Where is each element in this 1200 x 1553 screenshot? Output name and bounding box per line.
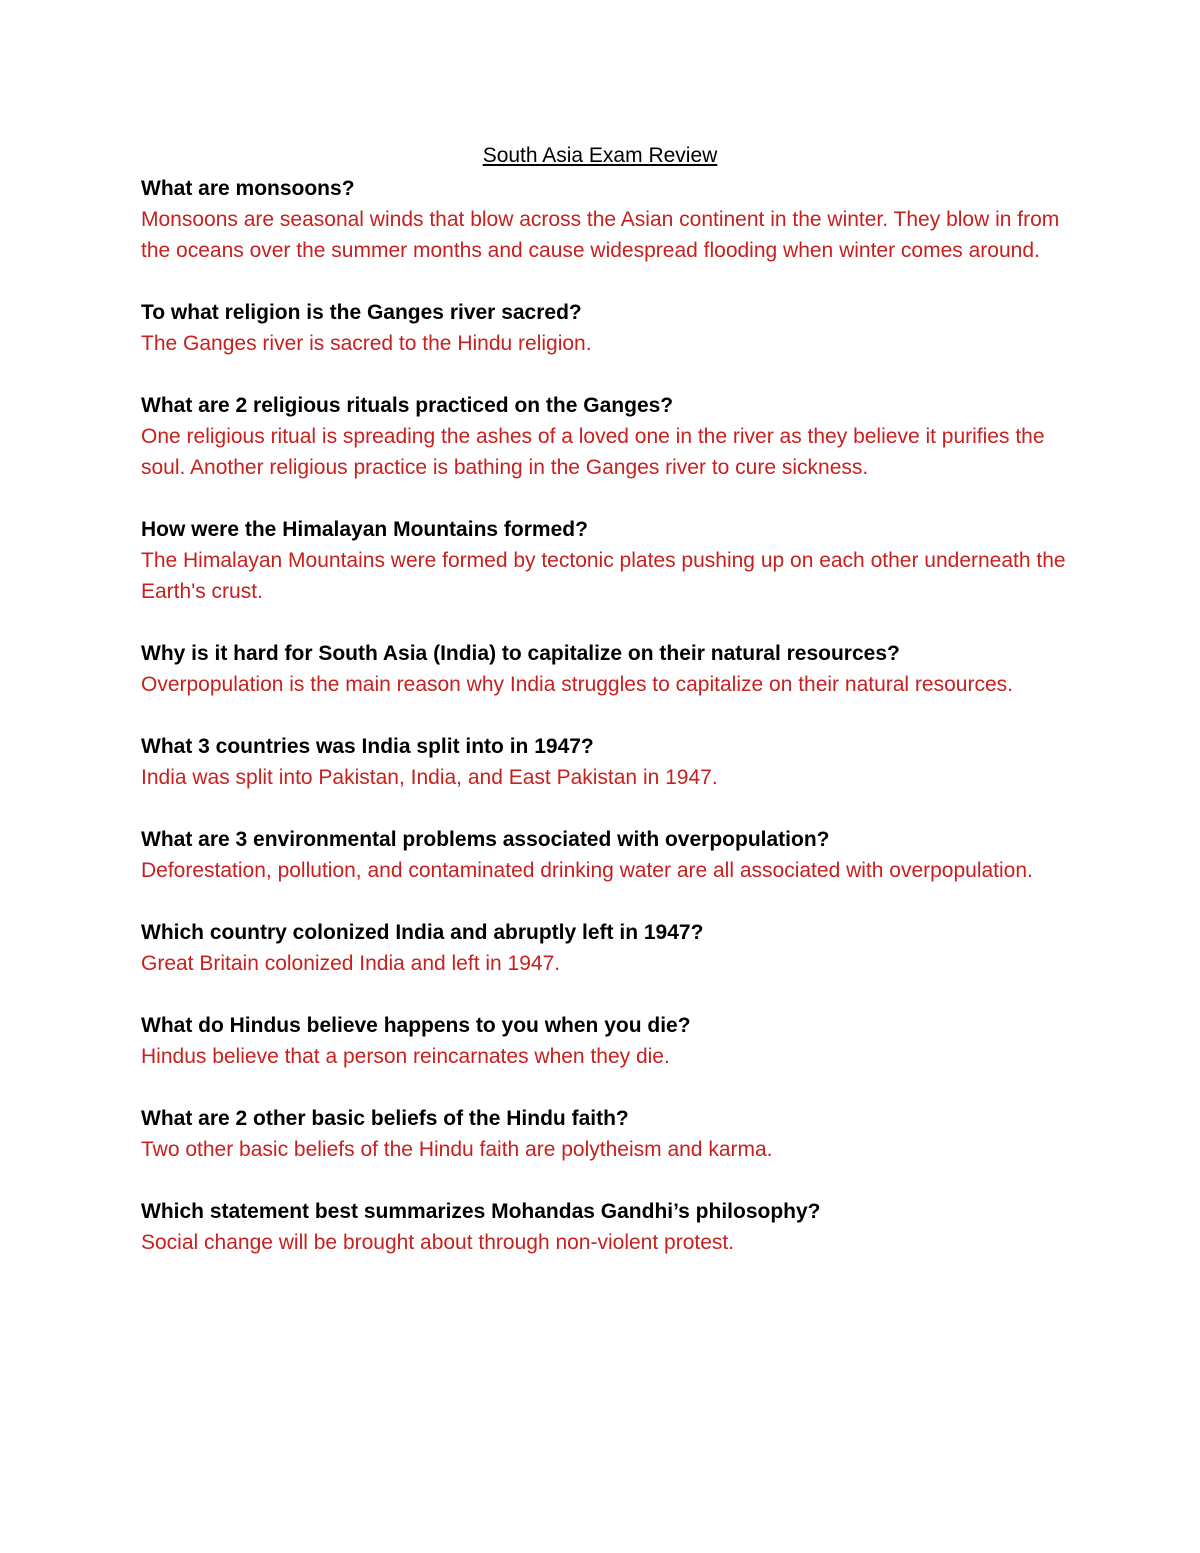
document-title: South Asia Exam Review (482, 144, 718, 167)
question-text: Why is it hard for South Asia (India) to capitalize on their natural resources? (141, 642, 900, 665)
question-text: Which country colonized India and abruptly left in 1947? (141, 921, 704, 944)
question-text: How were the Himalayan Mountains formed? (141, 518, 588, 541)
question-text: What are 2 religious rituals practiced on the Ganges? (141, 394, 674, 417)
question-text: What are monsoons? (141, 177, 355, 200)
answer-text: The Ganges river is sacred to the Hindu religion. (141, 332, 592, 355)
qa-item-5 (141, 638, 1071, 700)
question-text: What are 2 other basic beliefs of the Hindu faith? (141, 1107, 629, 1130)
answer-text: Hindus believe that a person reincarnates when they die. (141, 1045, 670, 1068)
qa-item-10 (141, 1103, 1071, 1165)
qa-item-11 (141, 1196, 1071, 1258)
qa-item-2 (141, 297, 1071, 359)
qa-item-6 (141, 731, 1071, 793)
qa-item-3 (141, 390, 1071, 483)
answer-text: Great Britain colonized India and left in 1947. (141, 952, 561, 975)
answer-text: Monsoons are seasonal winds that blow across the Asian continent in the winter. They blow in from the oceans over the summer months and cause widespread flooding when winter comes around. (141, 208, 1060, 262)
question-text: Which statement best summarizes Mohandas Gandhi’s philosophy? (141, 1200, 821, 1223)
question-text: What are 3 environmental problems associated with overpopulation? (141, 828, 830, 851)
document-body (141, 142, 1071, 1289)
qa-item-4 (141, 514, 1071, 607)
answer-text: The Himalayan Mountains were formed by tectonic plates pushing up on each other underneath the Earth's crust. (141, 549, 1066, 603)
qa-item-8 (141, 917, 1071, 979)
answer-text: One religious ritual is spreading the ashes of a loved one in the river as they believe it purifies the soul. Another religious practice is bathing in the Ganges river to cure sickness. (141, 425, 1045, 479)
question-text: What 3 countries was India split into in 1947? (141, 735, 594, 758)
qa-item-9 (141, 1010, 1071, 1072)
answer-text: Two other basic beliefs of the Hindu faith are polytheism and karma. (141, 1138, 773, 1161)
question-text: To what religion is the Ganges river sacred? (141, 301, 582, 324)
qa-item-1 (141, 173, 1071, 266)
question-text: What do Hindus believe happens to you when you die? (141, 1014, 691, 1037)
answer-text: India was split into Pakistan, India, and East Pakistan in 1947. (141, 766, 718, 789)
qa-item-7 (141, 824, 1071, 886)
answer-text: Overpopulation is the main reason why India struggles to capitalize on their natural resources. (141, 673, 1013, 696)
answer-text: Deforestation, pollution, and contaminated drinking water are all associated with overpopulation. (141, 859, 1033, 882)
answer-text: Social change will be brought about through non-violent protest. (141, 1231, 735, 1254)
